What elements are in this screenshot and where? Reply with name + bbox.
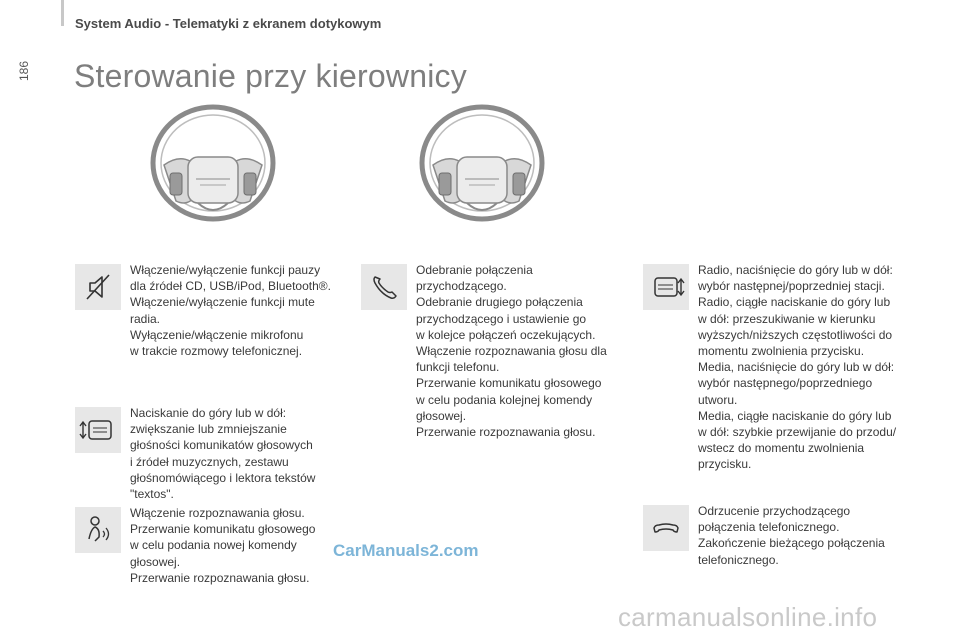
watermark-carmanualsonline: carmanualsonline.info	[618, 602, 878, 632]
page-number: 186	[17, 60, 32, 82]
header-divider	[61, 0, 64, 26]
phone-hangup-description: Odrzucenie przychodzącego połączenia telefonicznego. Zakończenie bieżącego połączenia telefonicznego.	[698, 504, 885, 567]
watermark-carmanuals2: CarManuals2.com	[333, 541, 479, 560]
mute-speaker-icon	[75, 264, 121, 310]
seek-description: Radio, naciśnięcie do góry lub w dół: wybór następnej/poprzedniej stacji. Radio, ciągłe naciskanie do góry lub w dół: przeszukiwanie w kierunku wyższych/niższych częstotliwości do momentu zwolnienia przycisku. Media, naciśnięcie do góry lub w dół: wybór następnego/poprzedniego utworu. Media, ciągłe naciskanie do góry lub w dół: szybkie przewijanie do przodu/ wstecz do momentu zwolnienia przycisku.	[698, 263, 897, 472]
steering-wheel-right-icon	[417, 103, 547, 229]
volume-rocker-icon	[75, 407, 121, 453]
phone-answer-description: Odebranie połączenia przychodzącego. Odebranie drugiego połączenia przychodzącego i ustawienie go w kolejce połączeń oczekujących. Włączenie rozpoznawania głosu dla funkcji telefonu. Przerwanie komunikatu głosowego w celu podania kolejnej komendy głosowej. Przerwanie rozpoznawania głosu.	[416, 263, 607, 440]
steering-wheel-left-icon	[148, 103, 278, 229]
volume-description: Naciskanie do góry lub w dół: zwiększanie lub zmniejszanie głośności komunikatów głosowych i źródeł muzycznych, zestawu głośnomówiącego i lektora tekstów "textos".	[130, 406, 316, 502]
page-title: Sterowanie przy kierownicy	[74, 58, 467, 94]
section-header: System Audio - Telematyki z ekranem dotykowym	[75, 16, 382, 31]
phone-hangup-icon	[643, 505, 689, 551]
voice-description: Włączenie rozpoznawania głosu. Przerwanie komunikatu głosowego w celu podania nowej komendy głosowej. Przerwanie rozpoznawania głosu.	[130, 506, 316, 585]
mute-description: Włączenie/wyłączenie funkcji pauzy dla źródeł CD, USB/iPod, Bluetooth®. Włączenie/wyłączenie funkcji mute radia. Wyłączenie/włączenie mikrofonu w trakcie rozmowy telefonicznej.	[130, 263, 331, 359]
voice-command-icon	[75, 507, 121, 553]
phone-answer-icon	[361, 264, 407, 310]
seek-rocker-icon	[643, 264, 689, 310]
